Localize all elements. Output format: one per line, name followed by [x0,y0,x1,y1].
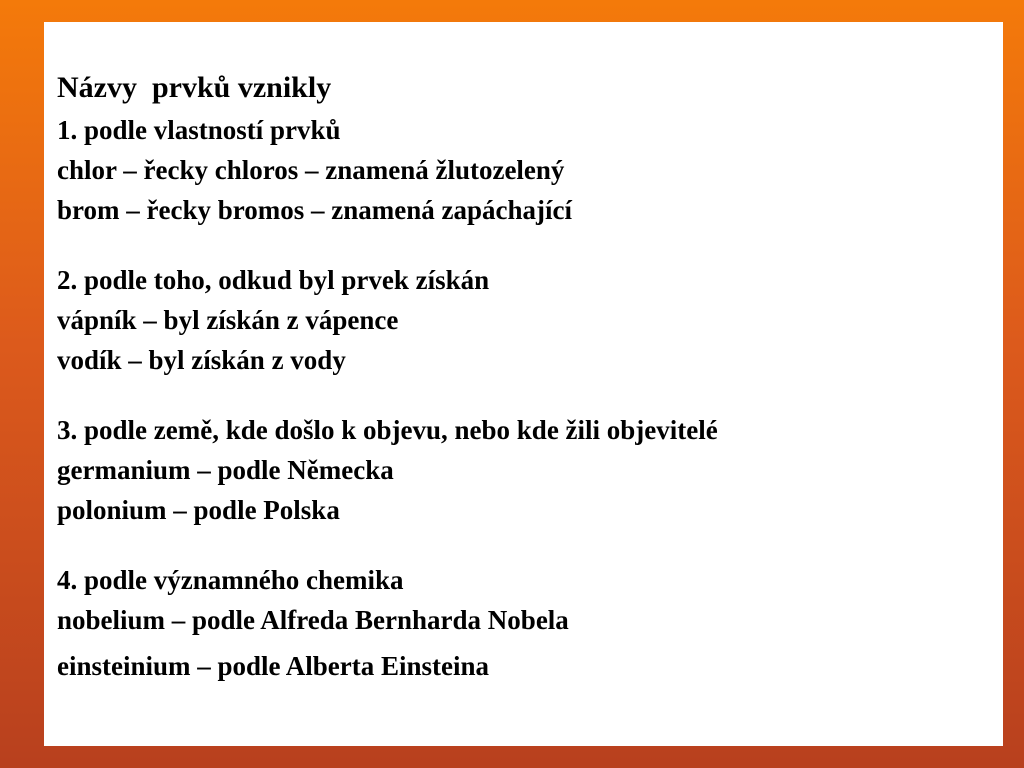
slide-panel [44,22,1003,746]
section-1-heading: 1. podle vlastností prvků [57,115,341,145]
section-4-heading: 4. podle významného chemika [57,565,404,595]
section-3-example-1: germanium – podle Německa [57,455,394,485]
section-1-example-1: chlor – řecky chloros – znamená žlutozelený [57,155,565,185]
section-spacer [57,380,987,410]
section-1-example-2: brom – řecky bromos – znamená zapáchající [57,195,572,225]
section-2-heading: 2. podle toho, odkud byl prvek získán [57,265,490,295]
section-2-example-2: vodík – byl získán z vody [57,345,346,375]
slide-content [57,66,987,686]
section-spacer [57,230,987,260]
section-3-example-2: polonium – podle Polska [57,495,340,525]
section-4-example-2: einsteinium – podle Alberta Einsteina [57,651,490,681]
section-3-heading: 3. podle země, kde došlo k objevu, nebo kde žili objevitelé [57,415,718,445]
section-2-example-1: vápník – byl získán z vápence [57,305,399,335]
section-4-example-1: nobelium – podle Alfreda Bernharda Nobela [57,605,569,635]
section-spacer [57,530,987,560]
slide-title: Názvy prvků vznikly [57,71,332,104]
